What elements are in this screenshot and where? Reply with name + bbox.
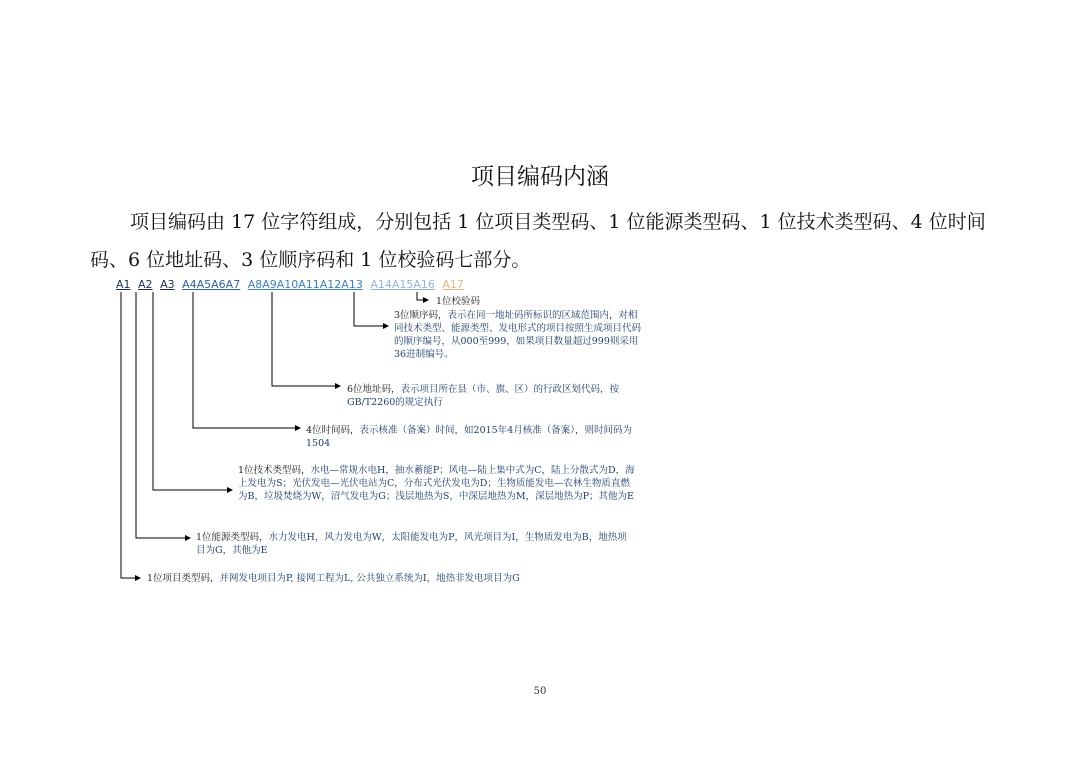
note-time-body: 表示核准（备案）时间，如2015年4月核准（备案），则时间码为1504 — [306, 425, 633, 449]
note-tech — [238, 464, 636, 503]
code-a3: A3 — [160, 278, 175, 291]
note-tech-lead: 1位技术类型码， — [238, 465, 311, 476]
code-address: A8A9A10A11A12A13 — [247, 278, 363, 291]
code-time: A4A5A6A7 — [182, 278, 241, 291]
line-energy — [136, 292, 190, 538]
line-type — [121, 292, 140, 578]
note-seq-body: 表示在同一地址码所标识的区域范围内，对相同技术类型、能源类型、发电形式的项目按照生成项目代码的顺序编号，从000至999，如果项目数量超过999则采用36进制编号。 — [394, 310, 642, 360]
note-time-lead: 4位时间码， — [306, 425, 360, 436]
note-tech-body: 水电—常规水电H，抽水蓄能P；风电—陆上集中式为C，陆上分散式为D，海上发电为S；光伏发电—光伏电站为C，分布式光伏发电为D；生物质能发电—农林生物质直燃为B，垃圾焚烧为W，沼气发电为G；浅层地热为S，中深层地热为M，深层地热为P；其他为E — [238, 465, 635, 502]
note-check — [436, 295, 636, 308]
code-a2: A2 — [138, 278, 153, 291]
line-seq — [354, 292, 388, 326]
note-address — [347, 383, 637, 409]
note-energy-lead: 1位能源类型码， — [196, 532, 269, 543]
intro-paragraph: 项目编码由 17 位字符组成，分别包括 1 位项目类型码、1 位能源类型码、1 位技术类型码、4 位时间码、6 位地址码、3 位顺序码和 1 位校验码七部分。 — [90, 211, 986, 271]
line-time — [193, 292, 300, 428]
code-check: A17 — [442, 278, 464, 291]
note-energy — [196, 531, 636, 557]
code-a1: A1 — [116, 278, 131, 291]
note-type-body: 并网发电项目为P, 接网工程为L, 公共独立系统为I，地热非发电项目为G — [219, 573, 520, 584]
note-type-lead: 1位项目类型码， — [147, 573, 220, 584]
line-addr — [272, 292, 340, 386]
page-title: 项目编码内涵 — [471, 164, 609, 190]
code-sequence: A14A15A16 — [370, 278, 435, 291]
note-addr-lead: 6位地址码， — [347, 384, 401, 395]
note-seq-lead: 3位顺序码， — [394, 310, 448, 321]
line-check — [417, 292, 428, 300]
note-addr-body: 表示项目所在县（市、旗、区）的行政区划代码，按GB/T2260的规定执行 — [347, 384, 620, 408]
page-number: 50 — [533, 686, 547, 697]
note-sequence — [394, 309, 644, 361]
note-type — [147, 572, 617, 585]
note-check-lead: 1位校验码 — [436, 296, 481, 307]
note-time — [306, 424, 636, 450]
note-energy-body: 水力发电H，风力发电为W，太阳能发电为P，风光项目为I，生物质发电为B，地热项目为G，其他为E — [196, 532, 627, 556]
